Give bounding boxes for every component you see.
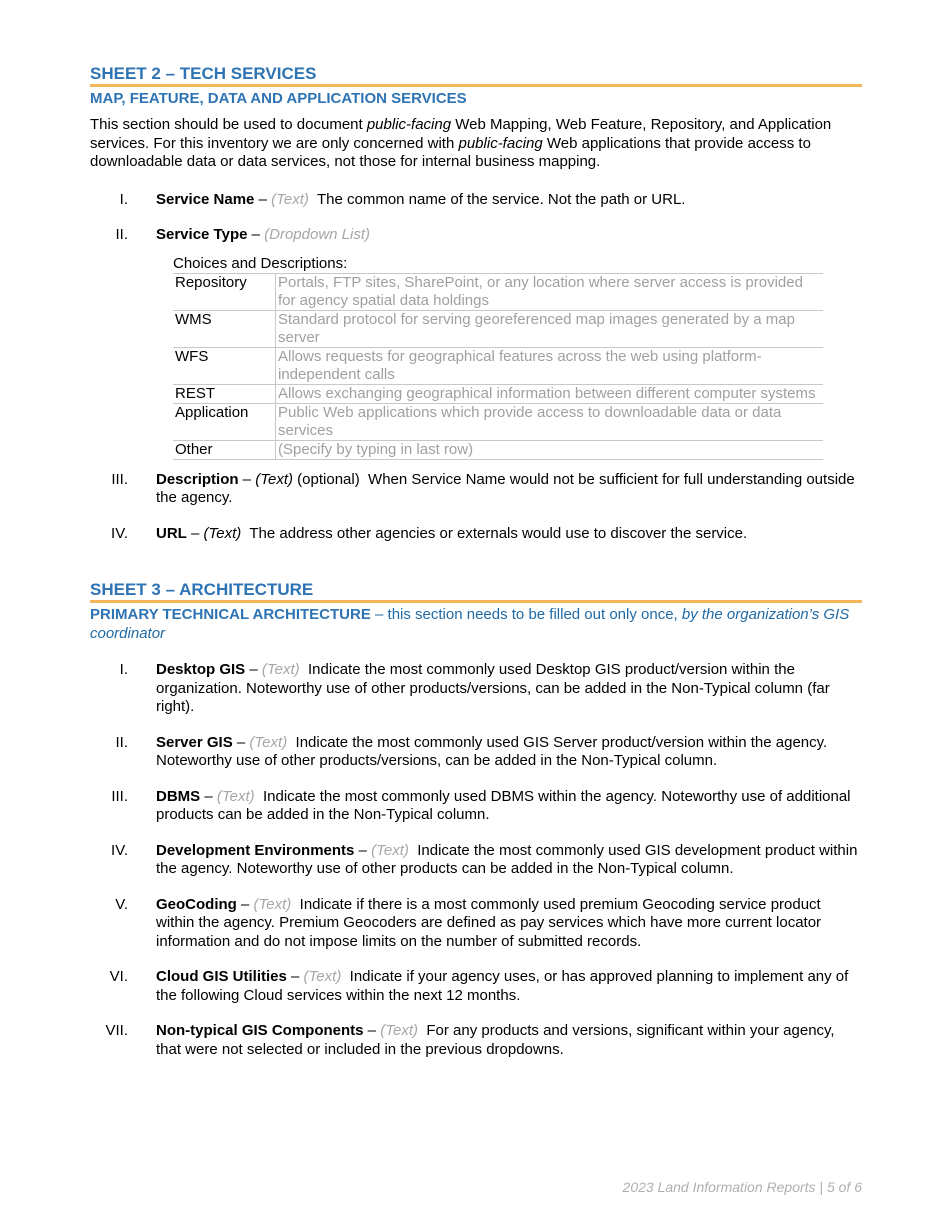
list-item: I. Desktop GIS – (Text) Indicate the most commonly used Desktop GIS product/version within the organization. Noteworthy use of other products/versions, can be added in the Non-Typical column (far right).	[119, 661, 830, 715]
list-item: VII. Non-typical GIS Components – (Text) For any products and versions, significant within your agency, that were not selected or included in the previous dropdowns.	[105, 1022, 835, 1058]
list-item: IV. Development Environments – (Text) Indicate the most commonly used GIS development product within the agency. Noteworthy use of other products can be added in the Non-Typical column.	[111, 841, 858, 877]
sheet2-title: SHEET 2 – TECH SERVICES	[90, 64, 317, 83]
table-row: Application Public Web applications which provide access to downloadable data or data services	[173, 403, 823, 440]
list-item: III. DBMS – (Text) Indicate the most commonly used DBMS within the agency. Noteworthy use of additional products can be added in the Non-Typical column.	[111, 787, 851, 823]
sheet3-subtitle: PRIMARY TECHNICAL ARCHITECTURE – this section needs to be filled out only once, by the organization’s GIS coordinator	[90, 606, 850, 642]
sheet3-subtitle-bar	[90, 600, 862, 643]
table-row: WMS Standard protocol for serving georeferenced map images generated by a map server	[173, 310, 823, 347]
list-item: II. Service Type – (Dropdown List)	[115, 226, 371, 243]
list-item: VI. Cloud GIS Utilities – (Text) Indicate if your agency uses, or has approved planning to implement any of the following Cloud services within the next 12 months.	[109, 968, 849, 1004]
table-row: Other (Specify by typing in last row)	[173, 440, 823, 459]
sheet2-subtitle: MAP, FEATURE, DATA AND APPLICATION SERVICES	[90, 90, 467, 107]
service-type-choices	[173, 255, 862, 460]
table-row: REST Allows exchanging geographical information between different computer systems	[173, 384, 823, 403]
list-item: III. Description – (Text) (optional) When Service Name would not be sufficient for full understanding outside the agency.	[111, 470, 855, 506]
table-row: Repository Portals, FTP sites, SharePoint, or any location where server access is provided for agency spatial data holdings	[173, 273, 823, 310]
choices-table	[173, 273, 823, 460]
list-item: V. GeoCoding – (Text) Indicate if there is a most commonly used premium Geocoding service product within the agency. Premium Geocoders are defined as pay services which have more current locator information and do not impose limits on the number of submitted records.	[115, 895, 822, 950]
page-footer: 2023 Land Information Reports | 5 of 6	[622, 1179, 862, 1195]
list-item: I. Service Name – (Text) The common name of the service. Not the path or URL.	[119, 190, 686, 208]
sheet2-subtitle-bar	[90, 84, 862, 108]
sheet2-intro: This section should be used to document public-facing Web Mapping, Web Feature, Repository, and Application services. For this inventory we are only concerned with public-facing Web applications that provide access to downloadable data or data services, not those for internal business mapping.	[90, 116, 832, 170]
document-page	[90, 64, 862, 1059]
table-row: WFS Allows requests for geographical features across the web using platform-independent calls	[173, 347, 823, 384]
list-item: IV. URL – (Text) The address other agencies or externals would use to discover the service.	[111, 524, 748, 542]
sheet3-title: SHEET 3 – ARCHITECTURE	[90, 580, 314, 599]
list-item: II. Server GIS – (Text) Indicate the most commonly used GIS Server product/version within the agency. Noteworthy use of other products/versions, can be added in the Non-Typical column.	[115, 733, 828, 769]
choices-label: Choices and Descriptions:	[173, 254, 348, 272]
